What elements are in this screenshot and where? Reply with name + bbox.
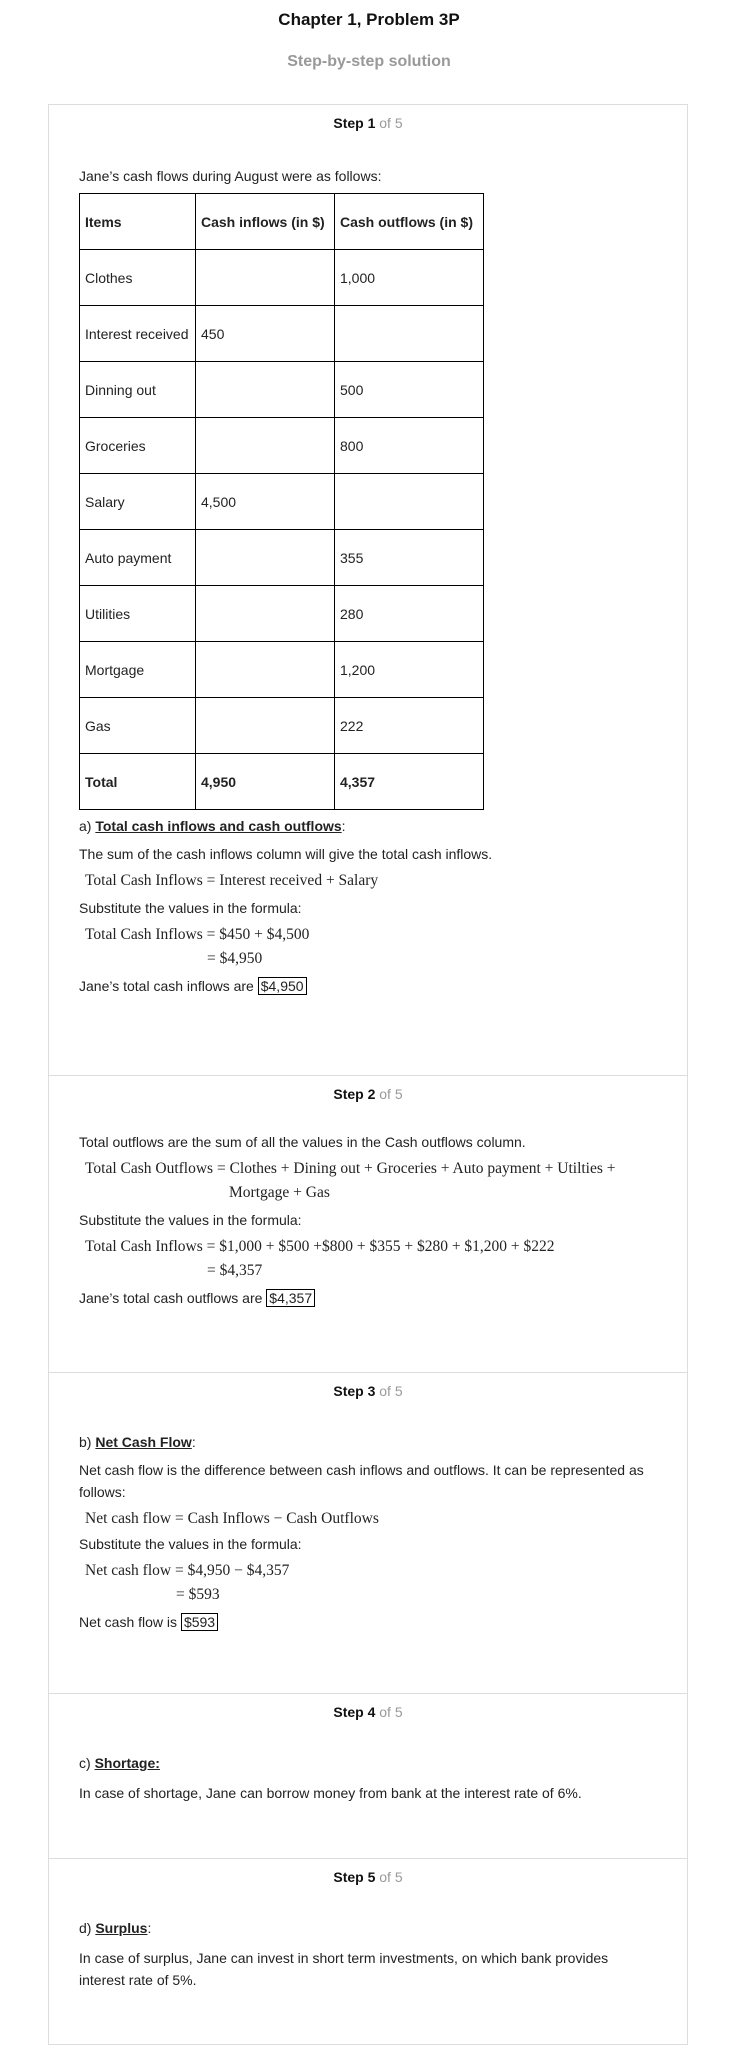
surplus-description: In case of surplus, Jane can invest in short term investments, on which bank provides interest rate of 5%.	[79, 1950, 609, 1988]
net-cash-description: Net cash flow is the difference between cash inflows and outflows. It can be represented as follows:	[79, 1462, 644, 1500]
table-total-row	[80, 754, 484, 810]
step-5-header	[49, 1869, 687, 1885]
part-c-heading	[79, 1752, 657, 1774]
calc-result-line: = $4,357	[207, 1262, 263, 1279]
part-title: Net Cash Flow	[95, 1434, 192, 1450]
table-cell	[196, 586, 335, 642]
table-cell: Gas	[80, 698, 196, 754]
page-subtitle: Step-by-step solution	[287, 53, 451, 70]
step-3-header	[49, 1383, 687, 1399]
table-cell: 355	[335, 530, 484, 586]
calc-line: Total Cash Inflows = $450 + $4,500	[85, 926, 310, 943]
calc-line: Total Cash Inflows = $1,000 + $500 +$800 + $355 + $280 + $1,200 + $222	[85, 1238, 555, 1255]
part-prefix: d)	[79, 1920, 92, 1936]
table-cell: Auto payment	[80, 530, 196, 586]
part-prefix: c)	[79, 1755, 91, 1771]
table-cell: Total	[80, 754, 196, 810]
step-count: of 5	[379, 1869, 403, 1885]
boxed-answer: $4,357	[266, 1289, 315, 1307]
cash-flow-table	[79, 193, 484, 810]
table-cell: 4,357	[335, 754, 484, 810]
table-cell	[196, 250, 335, 306]
step-label: Step 1	[333, 115, 376, 131]
step-1-header	[49, 115, 687, 131]
part-suffix: :	[147, 1920, 152, 1936]
step-4-card	[48, 1693, 688, 1859]
step-count: of 5	[379, 1086, 403, 1102]
substitute-text: Substitute the values in the formula:	[79, 1536, 302, 1552]
substitute-text: Substitute the values in the formula:	[79, 900, 302, 916]
table-cell: Clothes	[80, 250, 196, 306]
table-cell: 500	[335, 362, 484, 418]
step-1-card	[48, 104, 688, 1076]
step-count: of 5	[379, 1383, 403, 1399]
sum-explanation: The sum of the cash inflows column will give the total cash inflows.	[79, 846, 493, 862]
result-text: Jane’s total cash inflows are	[79, 978, 254, 994]
inflow-formula: Total Cash Inflows = Interest received + Salary	[85, 872, 379, 889]
table-row	[80, 642, 484, 698]
outflow-intro: Total outflows are the sum of all the values in the Cash outflows column.	[79, 1134, 526, 1150]
result-text: Jane’s total cash outflows are	[79, 1290, 263, 1306]
boxed-answer: $4,950	[258, 977, 307, 995]
column-header: Cash inflows (in $)	[196, 194, 335, 250]
calc-result-line: = $4,950	[207, 950, 263, 967]
table-cell	[335, 474, 484, 530]
table-cell: Groceries	[80, 418, 196, 474]
substitute-text: Substitute the values in the formula:	[79, 1212, 302, 1228]
result-statement	[79, 1287, 657, 1309]
step-4-header	[49, 1704, 687, 1720]
part-prefix: a)	[79, 818, 92, 834]
table-row	[80, 530, 484, 586]
step-1-intro: Jane’s cash flows during August were as follows:	[79, 168, 382, 184]
table-header-row	[80, 194, 484, 250]
step-label: Step 3	[333, 1383, 376, 1399]
table-cell: 4,500	[196, 474, 335, 530]
shortage-description: In case of shortage, Jane can borrow money from bank at the interest rate of 6%.	[79, 1785, 582, 1801]
step-5-card	[48, 1858, 688, 2045]
step-label: Step 4	[333, 1704, 376, 1720]
table-row	[80, 418, 484, 474]
part-title: Total cash inflows and cash outflows	[95, 818, 342, 834]
table-row	[80, 306, 484, 362]
table-cell: Salary	[80, 474, 196, 530]
step-count: of 5	[379, 115, 403, 131]
step-label: Step 2	[333, 1086, 376, 1102]
table-cell: 4,950	[196, 754, 335, 810]
table-cell	[196, 642, 335, 698]
part-d-heading	[79, 1917, 657, 1939]
part-a-heading	[79, 815, 657, 837]
table-cell: 1,000	[335, 250, 484, 306]
table-cell: Dinning out	[80, 362, 196, 418]
part-prefix: b)	[79, 1434, 92, 1450]
table-cell	[196, 362, 335, 418]
table-cell: Mortgage	[80, 642, 196, 698]
step-label: Step 5	[333, 1869, 376, 1885]
page-title: Chapter 1, Problem 3P	[278, 10, 460, 29]
table-cell: 280	[335, 586, 484, 642]
step-2-header	[49, 1086, 687, 1102]
calc-result-line: = $593	[176, 1586, 220, 1603]
table-row	[80, 474, 484, 530]
table-row	[80, 698, 484, 754]
part-suffix: :	[341, 818, 346, 834]
table-cell	[196, 418, 335, 474]
outflow-formula: Total Cash Outflows = Clothes + Dining out + Groceries + Auto payment + Utilties +	[85, 1160, 616, 1177]
step-3-card	[48, 1372, 688, 1694]
table-cell: 450	[196, 306, 335, 362]
table-cell: 222	[335, 698, 484, 754]
part-b-heading	[79, 1431, 657, 1453]
table-cell	[335, 306, 484, 362]
table-row	[80, 250, 484, 306]
result-statement	[79, 975, 657, 997]
part-title: Surplus	[95, 1920, 148, 1936]
calc-line: Net cash flow = $4,950 − $4,357	[85, 1562, 290, 1579]
table-cell: Interest received	[80, 306, 196, 362]
table-cell: 1,200	[335, 642, 484, 698]
table-cell: 800	[335, 418, 484, 474]
table-cell: Utilities	[80, 586, 196, 642]
table-row	[80, 586, 484, 642]
result-statement	[79, 1611, 657, 1633]
table-cell	[196, 530, 335, 586]
step-2-card	[48, 1075, 688, 1373]
column-header: Cash outflows (in $)	[335, 194, 484, 250]
boxed-answer: $593	[181, 1613, 218, 1631]
part-title: Shortage:	[94, 1755, 160, 1771]
net-cash-formula: Net cash flow = Cash Inflows − Cash Outflows	[85, 1510, 379, 1527]
outflow-formula-cont: Mortgage + Gas	[229, 1184, 330, 1201]
table-cell	[196, 698, 335, 754]
result-text: Net cash flow is	[79, 1614, 178, 1630]
part-suffix: :	[191, 1434, 196, 1450]
table-row	[80, 362, 484, 418]
step-count: of 5	[379, 1704, 403, 1720]
column-header: Items	[80, 194, 196, 250]
